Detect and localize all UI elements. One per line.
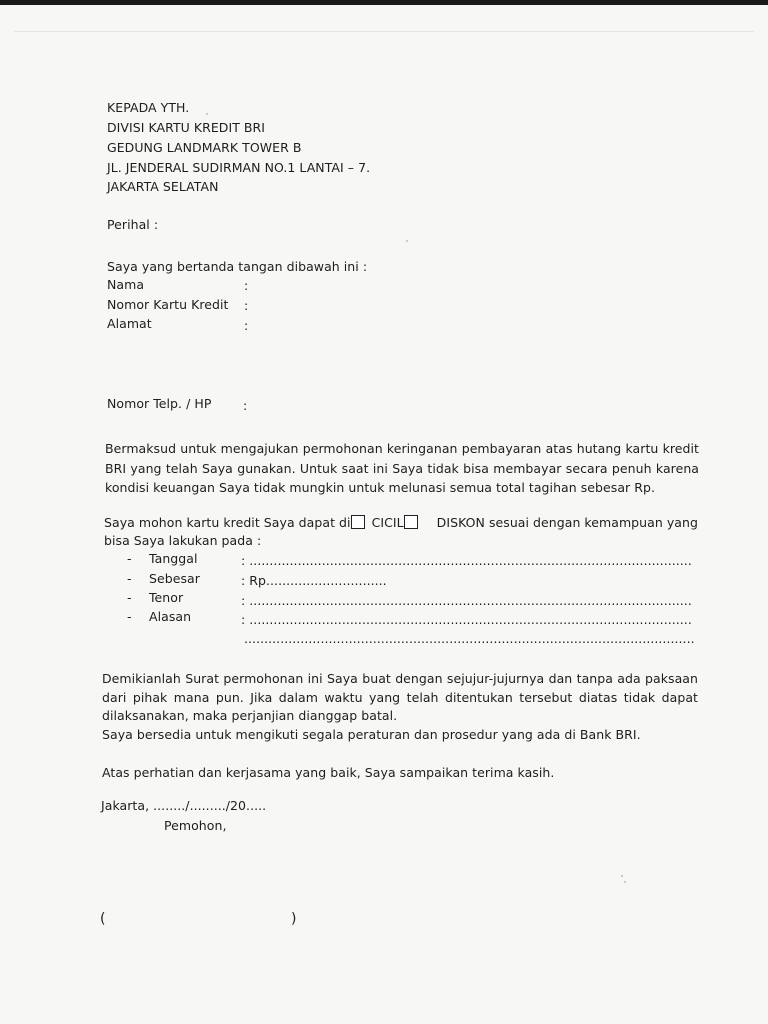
field-alamat-label: Alamat: [107, 316, 152, 331]
date-line: Jakarta, ......../........./20.....: [101, 798, 267, 813]
terms-tenor-label: Tenor: [149, 590, 184, 605]
address-line-1: KEPADA YTH.: [107, 100, 190, 115]
para3-line-2: dari pihak mana pun. Jika dalam waktu yang telah ditentukan tersebut diatas tidak dapat: [102, 690, 698, 705]
terms-alasan-value-2: ................................................................................................................: [244, 631, 695, 646]
field-alamat-colon: :: [244, 318, 249, 333]
scan-speck: [406, 240, 408, 242]
terms-sebesar-label: Sebesar: [149, 571, 200, 586]
terms-bullet-alasan: -: [127, 609, 132, 624]
para3-line-4: Saya bersedia untuk mengikuti segala peraturan dan prosedur yang ada di Bank BRI.: [102, 727, 641, 742]
field-kartu-label: Nomor Kartu Kredit: [107, 297, 229, 312]
cicil-label: CICIL: [371, 515, 404, 530]
field-nama-colon: :: [244, 278, 249, 293]
diskon-checkbox[interactable]: [404, 515, 418, 529]
para2-line-1: [104, 515, 700, 531]
para1-line-2: BRI yang telah Saya gunakan. Untuk saat ini Saya tidak bisa membayar secara penuh karena: [105, 461, 699, 476]
terms-tenor-value: : ..............................................................................................................: [241, 593, 692, 608]
para3-line-3: dilaksanakan, maka perjanjian dianggap batal.: [102, 708, 398, 723]
terms-alasan-value: : ..............................................................................................................: [241, 612, 692, 627]
scan-speck: [206, 113, 208, 115]
field-telp-label: Nomor Telp. / HP: [107, 396, 212, 411]
field-nama-label: Nama: [107, 277, 145, 292]
para1-line-3: kondisi keuangan Saya tidak mungkin untuk melunasi semua total tagihan sebesar Rp.: [105, 480, 656, 495]
diskon-label: DISKON: [436, 515, 485, 530]
cicil-checkbox[interactable]: [351, 515, 365, 529]
pemohon-label: Pemohon,: [164, 818, 227, 833]
terms-bullet-tanggal: -: [127, 551, 132, 566]
address-line-5: JAKARTA SELATAN: [107, 179, 219, 194]
terms-tanggal-value: : ..............................................................................................................: [241, 553, 692, 568]
terms-bullet-sebesar: -: [127, 571, 132, 586]
para1-line-1: Bermaksud untuk mengajukan permohonan keringanan pembayaran atas hutang kartu kredit: [105, 441, 699, 456]
signature-open-paren: (: [100, 911, 106, 927]
para2-pre-text: Saya mohon kartu kredit Saya dapat di: [104, 515, 351, 530]
para3-line-1: Demikianlah Surat permohonan ini Saya buat dengan sejujur-jujurnya dan tanpa ada paksaan: [102, 671, 698, 686]
scan-speck: [621, 875, 623, 877]
terms-sebesar-value: : Rp..............................: [241, 573, 387, 588]
para2-line-2: bisa Saya lakukan pada :: [104, 533, 262, 548]
terms-alasan-label: Alasan: [149, 609, 192, 624]
para2-post-text: sesuai dengan kemampuan yang: [488, 515, 698, 530]
scan-speck: [624, 881, 626, 883]
address-line-4: JL. JENDERAL SUDIRMAN NO.1 LANTAI – 7.: [107, 160, 371, 175]
address-line-2: DIVISI KARTU KREDIT BRI: [107, 120, 266, 135]
intro-text: Saya yang bertanda tangan dibawah ini :: [107, 259, 368, 274]
perihal-label: Perihal :: [107, 217, 159, 232]
signature-close-paren: ): [291, 911, 297, 927]
field-telp-colon: :: [243, 398, 248, 413]
field-kartu-colon: :: [244, 298, 249, 313]
terms-bullet-tenor: -: [127, 590, 132, 605]
closing-text: Atas perhatian dan kerjasama yang baik, Saya sampaikan terima kasih.: [102, 765, 555, 780]
address-line-3: GEDUNG LANDMARK TOWER B: [107, 140, 302, 155]
terms-tanggal-label: Tanggal: [149, 551, 198, 566]
